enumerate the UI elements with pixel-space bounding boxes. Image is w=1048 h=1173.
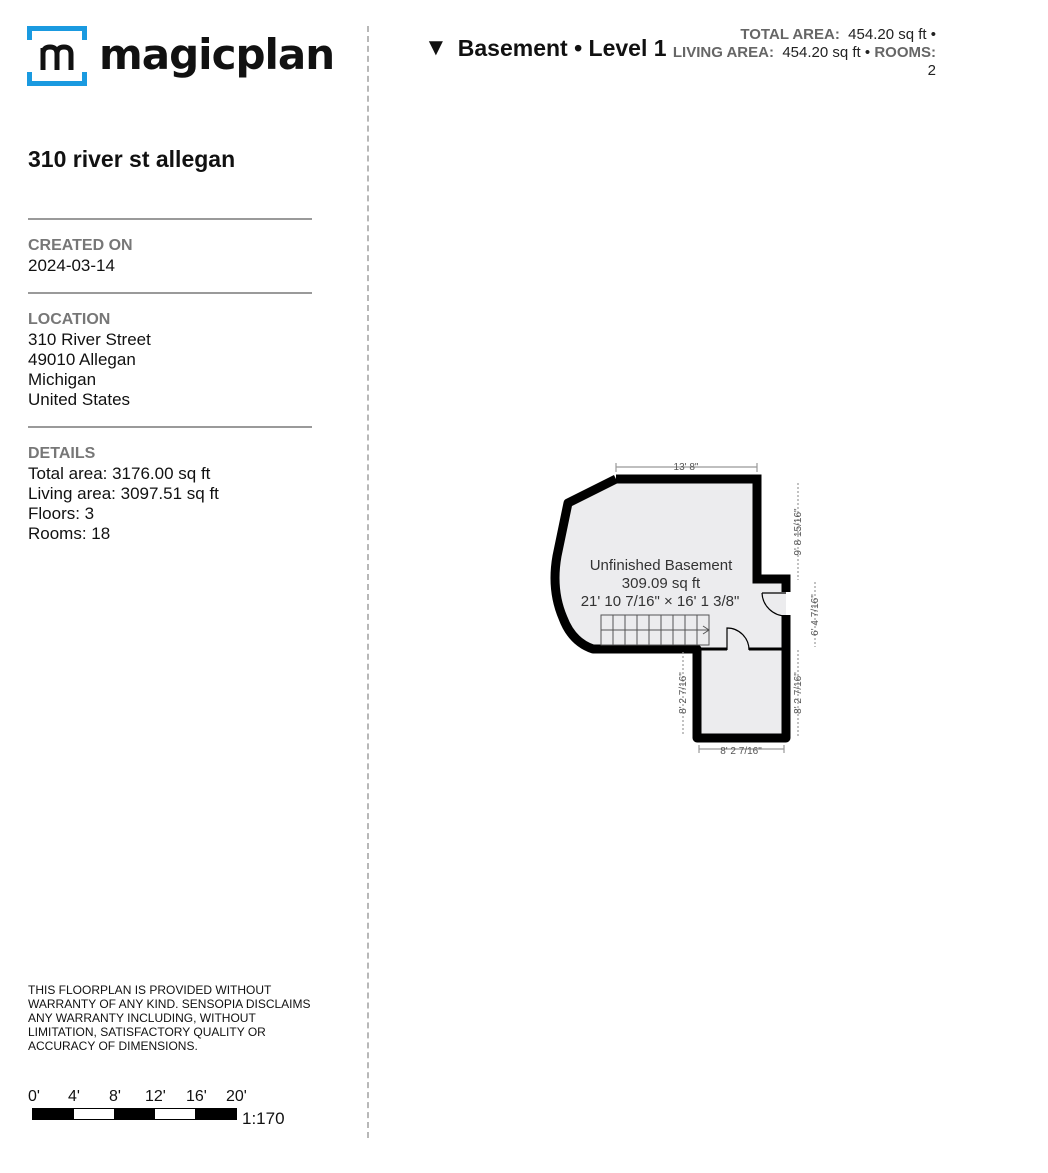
room-lower [697,649,786,738]
level-title: Basement • Level 1 [457,34,667,61]
location-section [28,310,328,410]
scale-segment [114,1109,155,1119]
dim-door-gap: 6' 4 7/16" [810,594,821,636]
details-label: DETAILS [28,445,96,462]
project-title: 310 river st allegan [28,146,236,172]
scale-tick: 12' [145,1088,166,1105]
scale-segment [74,1109,115,1119]
details-line: Living area: 3097.51 sq ft [28,484,219,503]
scale-bar-segments [32,1108,237,1120]
magicplan-logo-icon [27,26,87,86]
scale-bar [28,1088,328,1133]
dim-lower-right: 8' 2 7/16" [793,672,804,714]
dim-bottom: 8' 2 7/16" [720,746,762,757]
brand-name: magicplan [99,30,335,79]
scale-tick: 16' [186,1088,207,1105]
created-label: CREATED ON [28,237,133,254]
scale-segment [33,1109,74,1119]
scale-tick: 4' [68,1088,80,1105]
scale-tick: 0' [28,1088,40,1105]
scale-segment [155,1109,196,1119]
page-divider [367,26,369,1138]
scale-tick: 8' [109,1088,121,1105]
scale-ratio: 1:170 [242,1109,285,1128]
room-name: Unfinished Basement [589,557,733,574]
stat-key: LIVING AREA: [672,44,774,61]
stat-key: ROOMS: [874,44,936,61]
details-line: Floors: 3 [28,504,95,523]
stat-value: 2 [927,62,936,79]
stat-value: 454.20 sq ft [782,44,861,61]
location-line: Michigan [28,370,97,389]
divider [28,218,312,220]
divider [28,292,312,294]
room-area: 309.09 sq ft [621,575,701,592]
location-line: 49010 Allegan [28,350,136,369]
scale-tick: 20' [226,1088,247,1105]
details-line: Total area: 3176.00 sq ft [28,464,211,483]
room-dimensions: 21' 10 7/16" × 16' 1 3/8" [580,593,740,610]
details-section [28,444,328,544]
created-section [28,236,328,276]
location-line: United States [28,390,131,409]
location-label: LOCATION [28,311,111,328]
stat-value: 454.20 sq ft [848,26,927,43]
location-line: 310 River Street [28,330,151,349]
scale-segment [195,1109,236,1119]
dim-lower-left: 8' 2 7/16" [678,672,689,714]
disclaimer: THIS FLOORPLAN IS PROVIDED WITHOUT WARRANTY OF ANY KIND. SENSOPIA DISCLAIMS ANY WARRANTY INCLUDING, WITHOUT LIMITATION, SATISFACTORY QUALITY OR ACCURACY OF DIMENSIONS. [28,983,311,1053]
collapse-triangle-icon[interactable]: ▼ [424,34,448,61]
level-header[interactable] [424,34,667,62]
sidebar [0,0,360,1173]
details-line: Rooms: 18 [28,524,111,543]
created-date: 2024-03-14 [28,256,115,275]
dim-right-upper: 9' 8 15/16" [793,508,804,556]
level-stats: TOTAL AREA: 454.20 sq ft • LIVING AREA: 454.20 sq ft • ROOMS: 2 [672,26,936,79]
stat-key: TOTAL AREA: [740,26,840,43]
dim-top: 13' 8" [673,462,699,473]
divider [28,426,312,428]
floor-plan [540,455,840,765]
